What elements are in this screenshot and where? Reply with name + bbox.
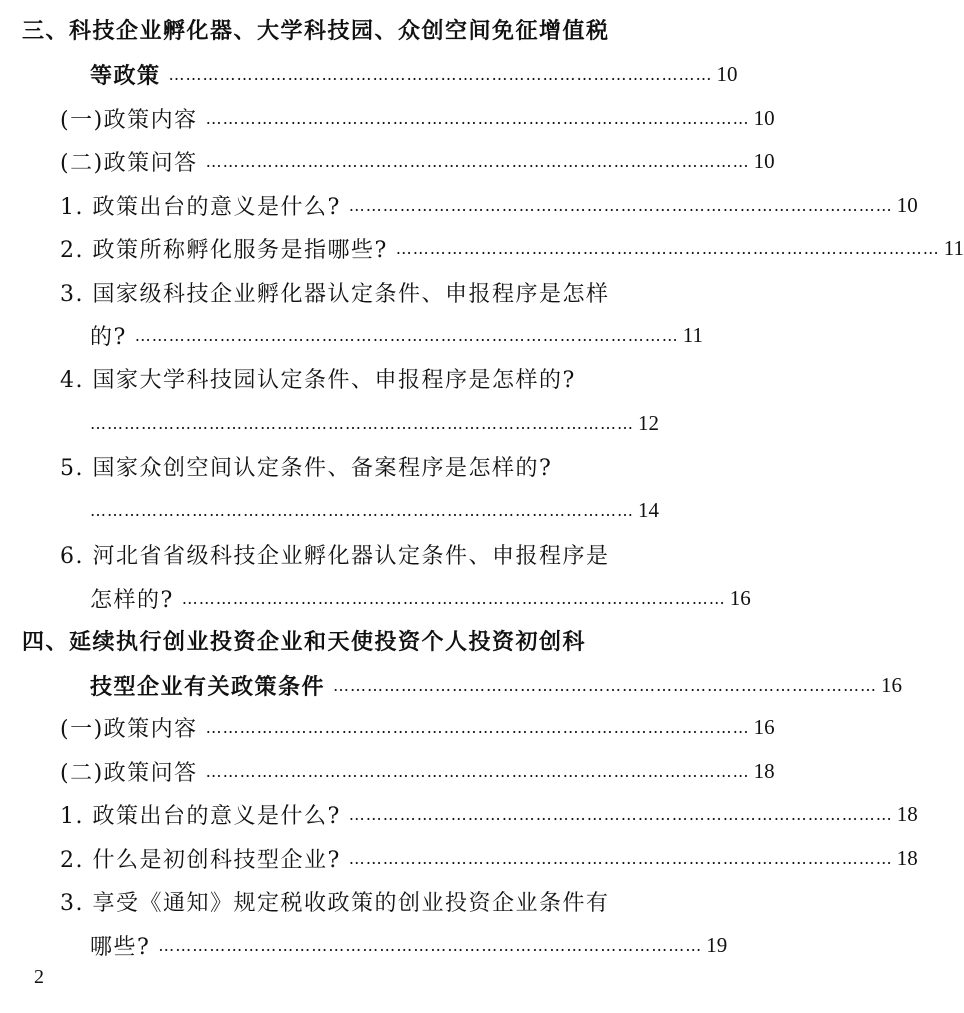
toc-entry-section-4-cont[interactable]	[90, 665, 903, 705]
page-number: 11	[682, 322, 704, 347]
entry-title: 3. 国家级科技企业孵化器认定条件、申报程序是怎样	[60, 281, 610, 307]
entry-title: 2. 政策所称孵化服务是指哪些?	[60, 237, 388, 263]
toc-entry-4-2-3-cont[interactable]	[90, 925, 728, 965]
page-number: 18	[753, 758, 775, 783]
toc-entry-section-3[interactable]	[22, 9, 634, 49]
page-number: 12	[638, 410, 659, 435]
entry-title: 哪些?	[90, 934, 151, 960]
entry-title: 5. 国家众创空间认定条件、备案程序是怎样的?	[60, 455, 553, 481]
toc-entry-3-2-3[interactable]	[60, 272, 634, 312]
toc-entry-4-2-1[interactable]	[60, 794, 918, 834]
toc-entry-3-2-4-cont[interactable]	[90, 403, 659, 443]
toc-entry-3-2-3-cont[interactable]	[90, 315, 704, 355]
page-number: 10	[753, 148, 775, 173]
toc-entry-4-1[interactable]	[60, 707, 775, 747]
entry-title: 6. 河北省省级科技企业孵化器认定条件、申报程序是	[60, 543, 610, 569]
dot-leader: ……………………………………………………………………………………	[333, 675, 878, 695]
dot-leader: ……………………………………………………………………………………	[348, 195, 893, 215]
entry-title: 技型企业有关政策条件	[90, 674, 326, 700]
toc-entry-4-2[interactable]	[60, 751, 775, 791]
toc-entry-3-2-6-cont[interactable]	[90, 578, 751, 618]
entry-title: 的?	[90, 324, 127, 350]
toc-entry-4-2-3[interactable]	[60, 881, 634, 921]
page-number: 16	[729, 585, 751, 610]
page-number: 19	[706, 932, 728, 957]
page-number: 10	[753, 105, 775, 130]
toc-entry-3-2-1[interactable]	[60, 185, 918, 225]
toc-entry-3-2-5[interactable]	[60, 446, 634, 486]
dot-leader: ……………………………………………………………………………………	[348, 848, 893, 868]
dot-leader: ……………………………………………………………………………………	[205, 761, 750, 781]
toc-entry-section-4[interactable]	[22, 620, 634, 660]
entry-title: 三、科技企业孵化器、大学科技园、众创空间免征增值税	[22, 18, 610, 44]
entry-title: (二)政策问答	[60, 760, 198, 786]
entry-title: (一)政策内容	[60, 107, 198, 133]
page-number: 16	[881, 672, 903, 697]
dot-leader: ……………………………………………………………………………………	[90, 413, 634, 433]
dot-leader: ……………………………………………………………………………………	[181, 588, 726, 608]
toc-entry-3-2-2[interactable]	[60, 228, 964, 268]
entry-title: 1. 政策出台的意义是什么?	[60, 803, 341, 829]
entry-title: (二)政策问答	[60, 150, 198, 176]
dot-leader: ……………………………………………………………………………………	[158, 935, 703, 955]
toc-entry-3-2-4[interactable]	[60, 358, 634, 398]
dot-leader: ……………………………………………………………………………………	[205, 108, 750, 128]
entry-title: 1. 政策出台的意义是什么?	[60, 194, 341, 220]
entry-title: 4. 国家大学科技园认定条件、申报程序是怎样的?	[60, 367, 576, 393]
entry-title: 等政策	[90, 63, 161, 89]
page-number: 18	[896, 845, 918, 870]
entry-title: 四、延续执行创业投资企业和天使投资个人投资初创科	[22, 629, 587, 655]
dot-leader: ……………………………………………………………………………………	[348, 804, 893, 824]
page-number: 10	[716, 61, 738, 86]
dot-leader: ……………………………………………………………………………………	[134, 325, 679, 345]
dot-leader: ……………………………………………………………………………………	[395, 238, 940, 258]
page-number: 16	[753, 714, 775, 739]
page-number: 10	[896, 192, 918, 217]
dot-leader: ……………………………………………………………………………………	[90, 500, 634, 520]
entry-title: 3. 享受《通知》规定税收政策的创业投资企业条件有	[60, 890, 610, 916]
toc-entry-3-1[interactable]	[60, 98, 775, 138]
page-number: 14	[638, 497, 659, 522]
page-number: 18	[896, 801, 918, 826]
entry-title: 怎样的?	[90, 587, 174, 613]
dot-leader: ……………………………………………………………………………………	[205, 717, 750, 737]
toc-entry-4-2-2[interactable]	[60, 838, 918, 878]
toc-entry-3-2-5-cont[interactable]	[90, 490, 659, 530]
page-folio: 2	[34, 966, 44, 988]
toc-entry-3-2-6[interactable]	[60, 534, 634, 574]
dot-leader: ……………………………………………………………………………………	[168, 64, 713, 84]
toc-entry-section-3-cont[interactable]	[90, 54, 738, 94]
entry-title: 2. 什么是初创科技型企业?	[60, 847, 341, 873]
entry-title: (一)政策内容	[60, 716, 198, 742]
page-number: 11	[943, 235, 964, 260]
dot-leader: ……………………………………………………………………………………	[205, 151, 750, 171]
toc-entry-3-2[interactable]	[60, 141, 775, 181]
